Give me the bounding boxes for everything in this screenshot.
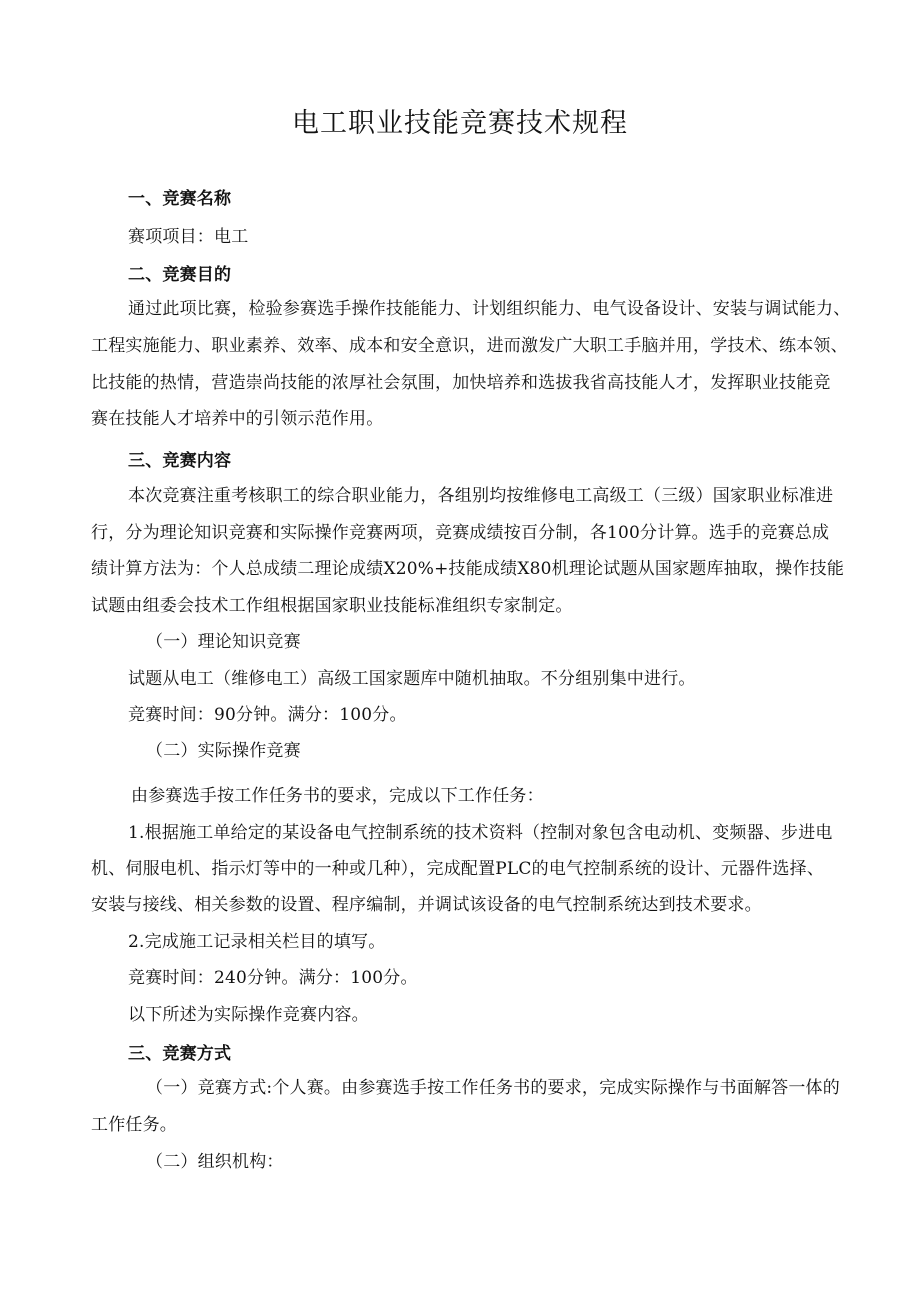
section-heading-competition-name: 一、竞赛名称 (128, 189, 232, 209)
subsection-heading-organization: （二）组织机构： (146, 1152, 284, 1172)
section-heading-competition-purpose: 二、竞赛目的 (128, 265, 232, 285)
paragraph-line: （一）竞赛方式:个人赛。由参赛选手按工作任务书的要求，完成实际操作与书面解答一体的 (146, 1078, 840, 1098)
paragraph-line: 赛项项目：电工 (128, 227, 249, 247)
subsection-heading-theory: （一）理论知识竞赛 (146, 632, 301, 652)
paragraph-line: 比技能的热情，营造崇尚技能的浓厚社会氛围，加快培养和选拔我省高技能人才，发挥职业技能竞 (91, 373, 831, 393)
section-heading-competition-content: 三、竞赛内容 (128, 451, 232, 471)
paragraph-line: 1.根据施工单给定的某设备电气控制系统的技术资料（控制对象包含电动机、变频器、步进电 (128, 823, 833, 843)
paragraph-line: 绩计算方法为：个人总成绩二理论成绩X20%+技能成绩X80机理论试题从国家题库抽取，操作技能 (91, 559, 845, 579)
paragraph-line: 安装与接线、相关参数的设置、程序编制，并调试该设备的电气控制系统达到技术要求。 (91, 895, 762, 915)
paragraph-line: 试题由组委会技术工作组根据国家职业技能标准组织专家制定。 (91, 596, 573, 616)
subsection-heading-practice: （二）实际操作竞赛 (146, 741, 301, 761)
paragraph-line: 机、伺服电机、指示灯等中的一种或几种），完成配置PLC的电气控制系统的设计、元器件选择、 (91, 859, 825, 879)
document-title: 电工职业技能竞赛技术规程 (292, 108, 628, 139)
paragraph-line: 赛在技能人才培养中的引领示范作用。 (91, 409, 384, 429)
paragraph-line: 工作任务。 (91, 1115, 177, 1135)
paragraph-line: 通过此项比赛，检验参赛选手操作技能能力、计划组织能力、电气设备设计、安装与调试能力、 (128, 299, 851, 319)
paragraph-line: 竞赛时间：90分钟。满分：100分。 (128, 705, 407, 725)
paragraph-line: 竞赛时间：240分钟。满分：100分。 (128, 968, 418, 988)
paragraph-line: 行，分为理论知识竞赛和实际操作竞赛两项，竞赛成绩按百分制，各100分计算。选手的竞赛总成 (91, 523, 830, 543)
section-heading-competition-format: 三、竞赛方式 (128, 1044, 232, 1064)
paragraph-line: 由参赛选手按工作任务书的要求，完成以下工作任务： (131, 786, 544, 806)
paragraph-line: 工程实施能力、职业素养、效率、成本和安全意识，进而激发广大职工手脑并用，学技术、练本领、 (91, 336, 848, 356)
paragraph-line: 本次竞赛注重考核职工的综合职业能力，各组别均按维修电工高级工（三级）国家职业标准进 (128, 486, 834, 506)
paragraph-line: 以下所述为实际操作竞赛内容。 (128, 1005, 369, 1025)
paragraph-line: 试题从电工（维修电工）高级工国家题库中随机抽取。不分组别集中进行。 (128, 669, 696, 689)
paragraph-line: 2.完成施工记录相关栏目的填写。 (128, 932, 386, 952)
